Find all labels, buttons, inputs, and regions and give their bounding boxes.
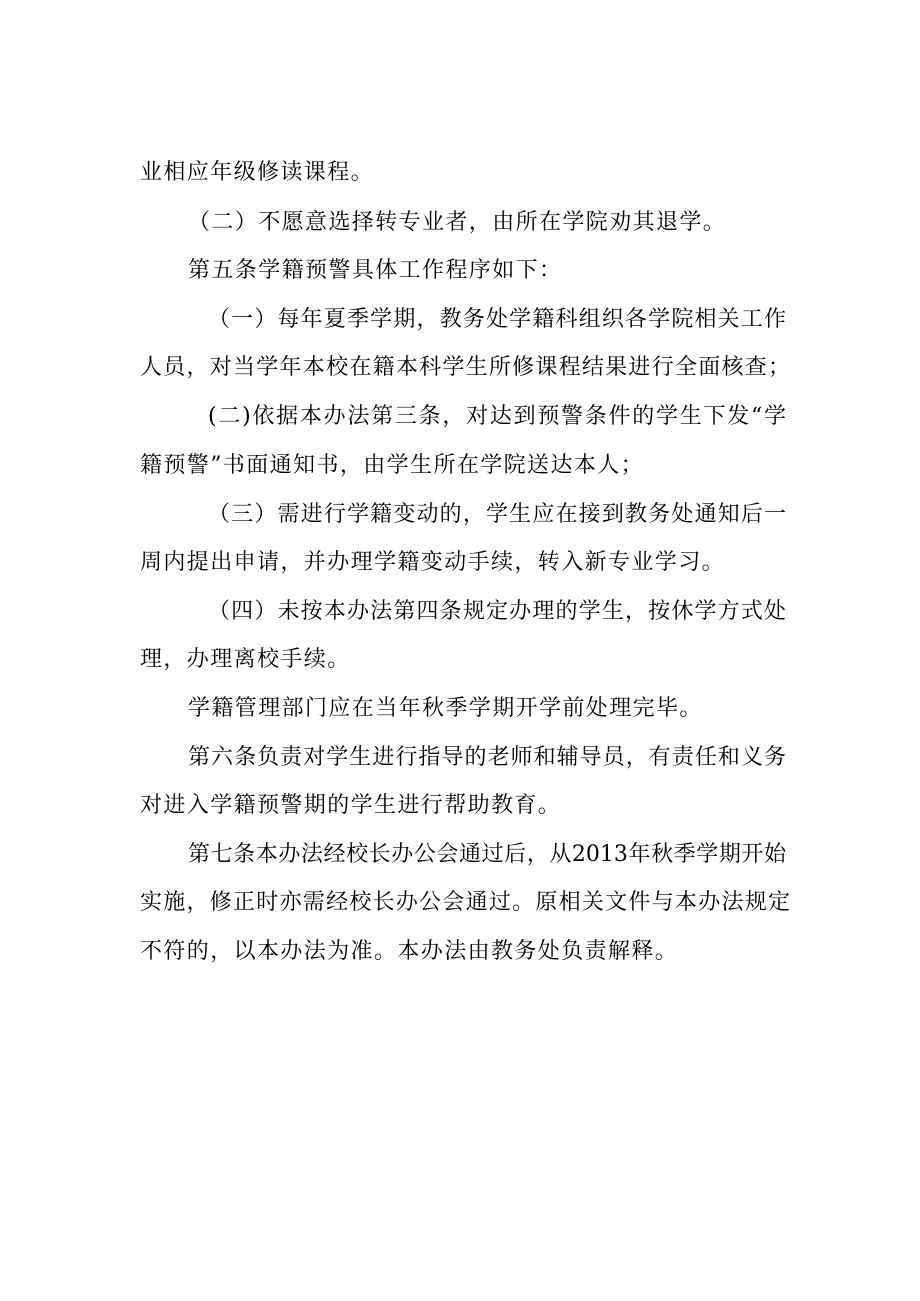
paragraph-line: 对进入学籍预警期的学生进行帮助教育。 (140, 793, 562, 818)
paragraph-line: 周内提出申请，并办理学籍变动手续，转入新专业学习。 (140, 550, 726, 575)
paragraph-line: （一）每年夏季学期，教务处学籍科组织各学院相关工作 (208, 307, 786, 332)
paragraph-line: （四）未按本办法第四条规定办理的学生，按休学方式处 (208, 599, 786, 624)
paragraph-line: 不符的，以本办法为准。本办法由教务处负责解释。 (140, 939, 679, 964)
paragraph-line: （二）不愿意选择转专业者，由所在学院劝其退学。 (188, 210, 727, 235)
paragraph-line: (二)依据本办法第三条，对达到预警条件的学生下发“学 (208, 404, 786, 429)
paragraph-line: 人员，对当学年本校在籍本科学生所修课程结果进行全面核查； (140, 355, 790, 380)
paragraph-line: 籍预警”书面通知书，由学生所在学院送达本人； (140, 453, 645, 478)
paragraph-line: 理，办理离校手续。 (140, 647, 351, 672)
paragraph-line: 学籍管理部门应在当年秋季学期开学前处理完毕。 (188, 696, 703, 721)
paragraph-line: 第七条本办法经校长办公会通过后，从2013年秋季学期开始 (188, 842, 786, 867)
paragraph-line: 实施，修正时亦需经校长办公会通过。原相关文件与本办法规定 (140, 890, 790, 915)
paragraph-line: 业相应年级修读课程。 (140, 160, 375, 185)
paragraph-line: 第六条负责对学生进行指导的老师和辅导员，有责任和义务 (188, 745, 786, 770)
paragraph-line: 第五条学籍预警具体工作程序如下： (188, 258, 563, 283)
paragraph-line: （三）需进行学籍变动的，学生应在接到教务处通知后一 (208, 502, 786, 527)
